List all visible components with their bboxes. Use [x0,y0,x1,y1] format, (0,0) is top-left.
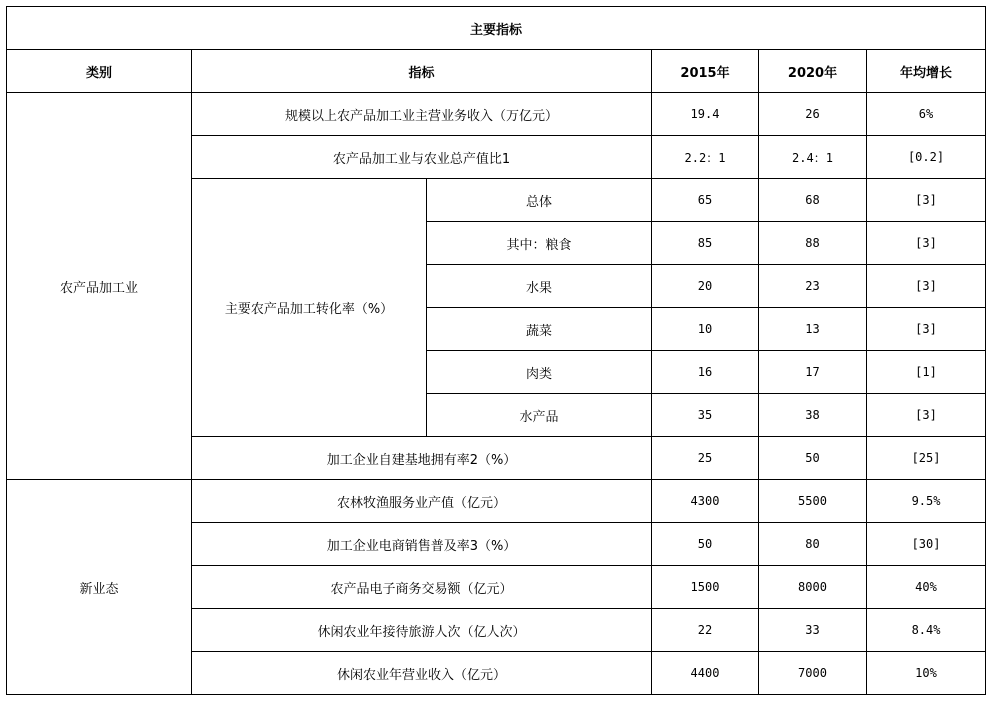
value-growth: 8.4% [867,609,986,652]
value-2015: 4400 [652,652,759,695]
value-2020: 33 [759,609,867,652]
value-2020: 17 [759,351,867,394]
table-row [7,93,986,136]
value-2020: 2.4：1 [759,136,867,179]
value-2020: 80 [759,523,867,566]
value-2020: 8000 [759,566,867,609]
indicator-cell: 蔬菜 [427,308,652,351]
indicator-cell: 总体 [427,179,652,222]
indicator-cell: 水果 [427,265,652,308]
value-2020: 23 [759,265,867,308]
value-growth: [3] [867,179,986,222]
value-growth: 40% [867,566,986,609]
header-growth: 年均增长 [867,50,986,93]
value-2020: 38 [759,394,867,437]
value-growth: [3] [867,222,986,265]
value-2015: 4300 [652,480,759,523]
value-2015: 16 [652,351,759,394]
indicator-cell: 农林牧渔服务业产值（亿元） [192,480,652,523]
indicator-cell: 其中：粮食 [427,222,652,265]
value-2015: 25 [652,437,759,480]
indicator-cell: 农产品加工业与农业总产值比1 [192,136,652,179]
value-2020: 7000 [759,652,867,695]
value-growth: [25] [867,437,986,480]
indicator-cell: 加工企业自建基地拥有率2（%） [192,437,652,480]
indicator-cell: 肉类 [427,351,652,394]
value-2020: 26 [759,93,867,136]
indicator-cell: 规模以上农产品加工业主营业务收入（万亿元） [192,93,652,136]
value-growth: [3] [867,394,986,437]
value-2015: 50 [652,523,759,566]
value-2015: 10 [652,308,759,351]
indicators-table [6,6,986,695]
value-2015: 1500 [652,566,759,609]
value-growth: [0.2] [867,136,986,179]
indicator-cell: 农产品电子商务交易额（亿元） [192,566,652,609]
value-2015: 65 [652,179,759,222]
indicator-cell: 加工企业电商销售普及率3（%） [192,523,652,566]
indicator-cell: 水产品 [427,394,652,437]
value-growth: [1] [867,351,986,394]
value-growth: [30] [867,523,986,566]
value-growth: 6% [867,93,986,136]
value-2015: 85 [652,222,759,265]
table-title: 主要指标 [7,7,986,50]
value-growth: 9.5% [867,480,986,523]
value-2020: 88 [759,222,867,265]
indicator-cell: 休闲农业年接待旅游人次（亿人次） [192,609,652,652]
header-2020: 2020年 [759,50,867,93]
value-2020: 50 [759,437,867,480]
table-row [7,480,986,523]
value-2015: 20 [652,265,759,308]
value-2020: 68 [759,179,867,222]
category-processing: 农产品加工业 [7,93,192,480]
value-2020: 13 [759,308,867,351]
conversion-rate-group: 主要农产品加工转化率（%） [192,179,427,437]
value-2015: 22 [652,609,759,652]
category-new-formats: 新业态 [7,480,192,695]
value-growth: [3] [867,265,986,308]
value-2020: 5500 [759,480,867,523]
value-2015: 19.4 [652,93,759,136]
header-category: 类别 [7,50,192,93]
value-2015: 2.2：1 [652,136,759,179]
value-growth: [3] [867,308,986,351]
header-indicator: 指标 [192,50,652,93]
indicator-cell: 休闲农业年营业收入（亿元） [192,652,652,695]
value-growth: 10% [867,652,986,695]
header-2015: 2015年 [652,50,759,93]
value-2015: 35 [652,394,759,437]
